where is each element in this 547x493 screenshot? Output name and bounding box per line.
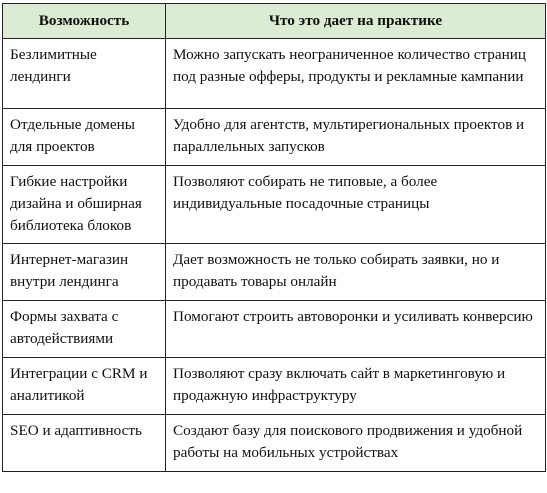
features-table	[2, 3, 546, 472]
benefit-cell: Позволяют сразу включать сайт в маркетинговую и продажную инфраструктуру	[166, 358, 546, 415]
feature-cell: Гибкие настройки дизайна и обширная библиотека блоков	[3, 166, 166, 244]
feature-cell: Интернет-магазин внутри лендинга	[3, 244, 166, 301]
table-row	[3, 39, 546, 109]
feature-cell: Формы захвата с автодействиями	[3, 301, 166, 358]
benefit-cell: Можно запускать неограниченное количество страниц под разные офферы, продукты и рекламные кампании	[166, 39, 546, 109]
feature-cell: Интеграции с CRM и аналитикой	[3, 358, 166, 415]
table-row	[3, 301, 546, 358]
table-header-row	[3, 4, 546, 39]
benefit-cell: Помогают строить автоворонки и усиливать конверсию	[166, 301, 546, 358]
feature-cell: Отдельные домены для проектов	[3, 109, 166, 166]
feature-cell: SEO и адаптивность	[3, 415, 166, 472]
header-feature: Возможность	[3, 4, 166, 39]
table-row	[3, 415, 546, 472]
table-row	[3, 358, 546, 415]
table-row	[3, 109, 546, 166]
feature-cell: Безлимитные лендинги	[3, 39, 166, 109]
benefit-cell: Позволяют собирать не типовые, а более индивидуальные посадочные страницы	[166, 166, 546, 244]
table-row	[3, 244, 546, 301]
benefit-cell: Дает возможность не только собирать заявки, но и продавать товары онлайн	[166, 244, 546, 301]
benefit-cell: Создают базу для поискового продвижения и удобной работы на мобильных устройствах	[166, 415, 546, 472]
benefit-cell: Удобно для агентств, мультирегиональных проектов и параллельных запусков	[166, 109, 546, 166]
header-benefit: Что это дает на практике	[166, 4, 546, 39]
table-row	[3, 166, 546, 244]
